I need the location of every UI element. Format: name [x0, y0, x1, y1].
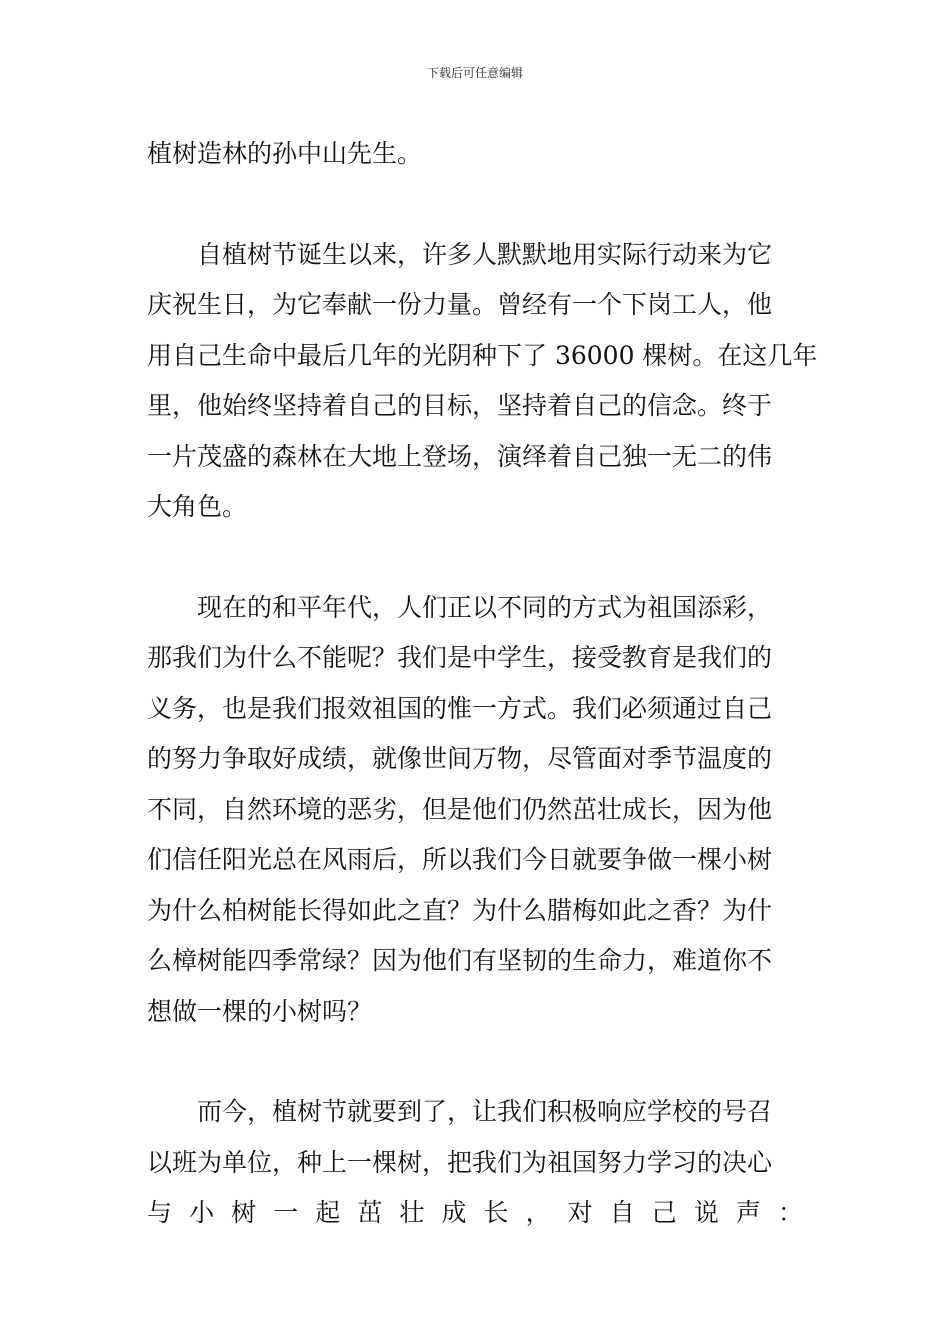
paragraph-4	[147, 1087, 807, 1239]
text-line: 么樟树能四季常绿？因为他们有坚韧的生命力，难道你不	[147, 946, 773, 975]
text-char: 茁	[357, 1198, 383, 1227]
text-line: 里，他始终坚持着自己的目标，坚持着自己的信念。终于	[147, 391, 773, 420]
text-char: 壮	[399, 1198, 425, 1227]
text-char: ，	[525, 1198, 551, 1227]
text-line: 现在的和平年代，人们正以不同的方式为祖国添彩，	[197, 592, 773, 622]
text-line: 义务，也是我们报效祖国的惟一方式。我们必须通过自己	[147, 693, 773, 723]
body-text	[147, 129, 818, 1239]
text-line: 一片茂盛的森林在大地上登场，演绎着自己独一无二的伟	[147, 441, 773, 471]
paragraph-3	[147, 583, 807, 1038]
text-line: 不同，自然环境的恶劣，但是他们仍然茁壮成长，因为他	[147, 794, 773, 824]
paragraph-2	[147, 230, 818, 533]
text-char: ：	[777, 1198, 803, 1227]
text-line: 自植树节诞生以来，许多人默默地用实际行动来为它	[197, 239, 773, 269]
text-char: 一	[273, 1198, 299, 1227]
text-line: 想做一棵的小树吗？	[147, 996, 373, 1026]
text-line: 而今，植树节就要到了，让我们积极响应学校的号召	[197, 1097, 773, 1126]
paragraph-1	[147, 129, 807, 180]
text-char: 小	[189, 1198, 215, 1227]
page-header: 下载后可任意编辑	[426, 66, 523, 80]
text-char: 与	[147, 1198, 173, 1227]
text-char: 起	[315, 1198, 341, 1227]
text-line: 们信任阳光总在风雨后，所以我们今日就要争做一棵小树	[147, 845, 773, 874]
text-char: 树	[231, 1198, 257, 1227]
text-line: 大角色。	[147, 492, 248, 521]
text-char: 说	[693, 1198, 719, 1227]
text-char: 自	[609, 1198, 635, 1227]
text-line: 植树造林的孙中山先生。	[147, 139, 423, 168]
text-line: 用自己生命中最后几年的光阴种下了 36000 棵树。在这几年	[147, 340, 818, 370]
text-char: 长	[483, 1198, 509, 1227]
text-char: 声	[735, 1198, 761, 1227]
text-line: 为什么柏树能长得如此之直？为什么腊梅如此之香？为什	[147, 895, 773, 925]
text-line: 以班为单位，种上一棵树，把我们为祖国努力学习的决心	[147, 1147, 773, 1177]
text-char: 成	[441, 1198, 467, 1227]
text-char: 己	[651, 1198, 677, 1227]
text-line-justified	[147, 1188, 803, 1239]
text-line: 的努力争取好成绩，就像世间万物，尽管面对季节温度的	[147, 744, 773, 773]
text-line: 庆祝生日，为它奉献一份力量。曾经有一个下岗工人，他	[147, 290, 773, 319]
text-char: 对	[567, 1198, 593, 1227]
text-line: 那我们为什么不能呢？我们是中学生，接受教育是我们的	[147, 643, 773, 672]
